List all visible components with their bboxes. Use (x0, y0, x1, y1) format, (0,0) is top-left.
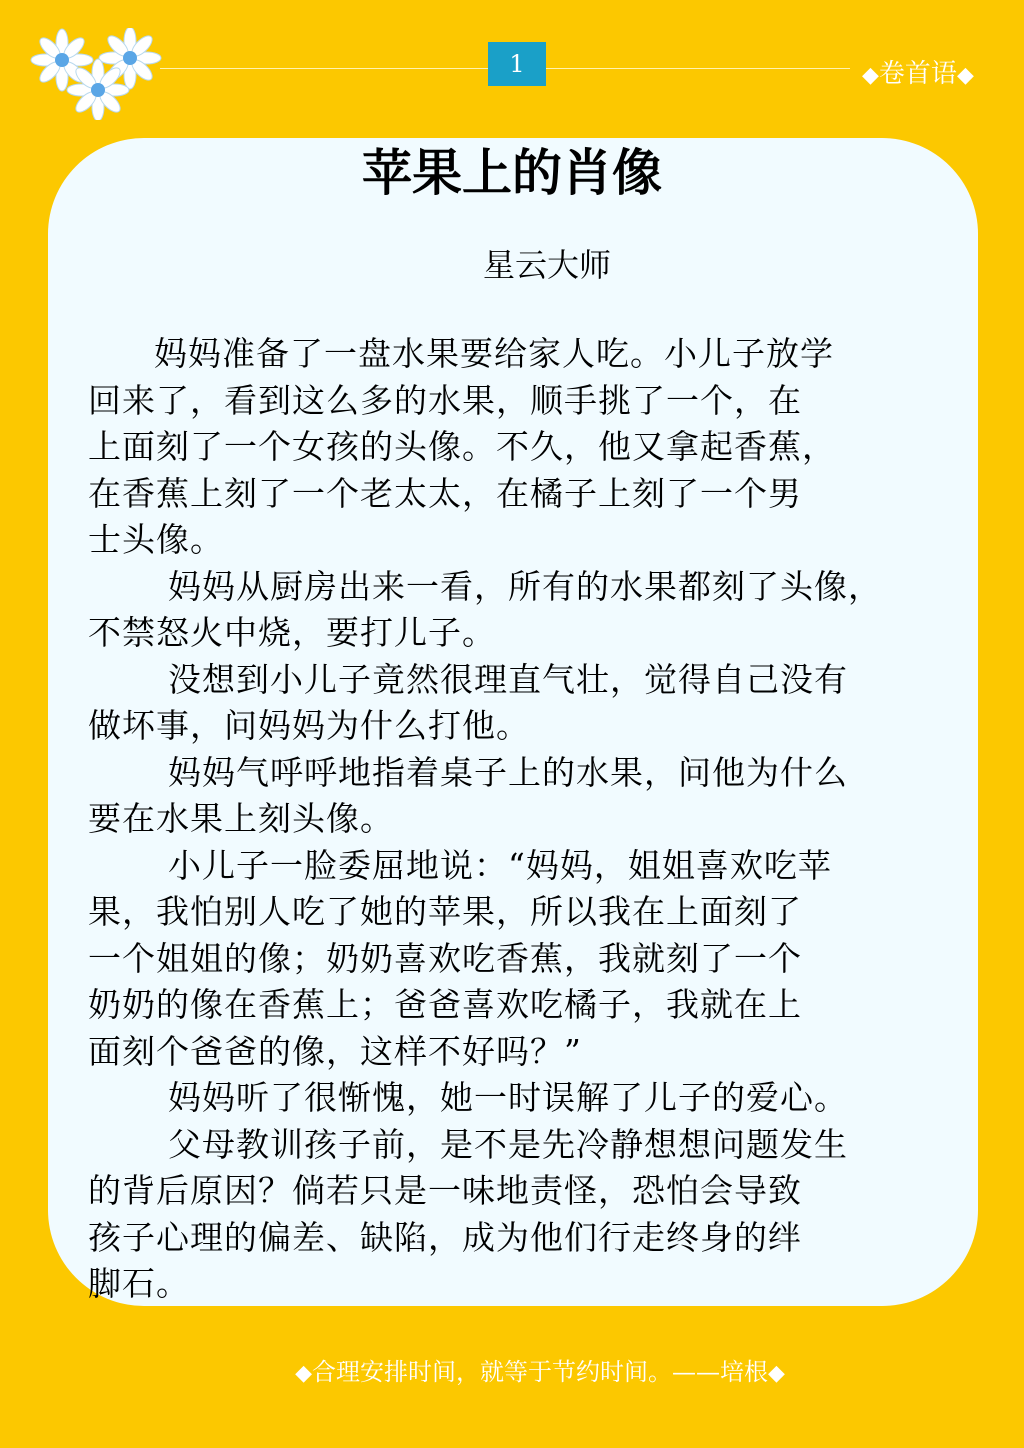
body-line: 妈妈准备了一盘水果要给家人吃。小儿子放学 (154, 334, 834, 373)
body-line: 小儿子一脸委屈地说：“妈妈，姐姐喜欢吃苹 (168, 845, 832, 885)
body-line: 孩子心理的偏差、缺陷，成为他们行走终身的绊 (88, 1217, 802, 1257)
article-title: 苹果上的肖像 (362, 144, 662, 202)
diamond-icon: ◆ (768, 1361, 785, 1386)
diamond-icon: ◆ (862, 63, 879, 88)
body-line: 的背后原因？倘若只是一味地责怪，恐怕会导致 (88, 1171, 802, 1210)
article-body (88, 331, 958, 1308)
body-line: 回来了，看到这么多的水果，顺手挑了一个，在 (88, 380, 802, 420)
body-line: 士头像。 (88, 520, 224, 559)
section-label-text: 卷首语 (878, 59, 957, 89)
body-line: 奶奶的像在香蕉上；爸爸喜欢吃橘子，我就在上 (88, 985, 802, 1024)
body-line: 妈妈气呼呼地指着桌子上的水果，问他为什么 (168, 752, 848, 792)
body-line: 没想到小儿子竟然很理直气壮，觉得自己没有 (168, 659, 848, 699)
page-number-badge: 1 (488, 42, 546, 86)
body-line: 一个姐姐的像；奶奶喜欢吃香蕉，我就刻了一个 (88, 938, 802, 978)
body-line: 脚石。 (88, 1264, 190, 1303)
body-line: 在香蕉上刻了一个老太太，在橘子上刻了一个男 (88, 473, 802, 513)
body-line: 要在水果上刻头像。 (88, 799, 394, 838)
body-line: 果，我怕别人吃了她的苹果，所以我在上面刻了 (88, 892, 802, 931)
daisy-flowers-icon (28, 28, 168, 120)
body-line: 做坏事，问妈妈为什么打他。 (88, 706, 530, 745)
diamond-icon: ◆ (295, 1361, 312, 1386)
body-line: 妈妈从厨房出来一看，所有的水果都刻了头像， (168, 566, 882, 606)
body-line: 父母教训孩子前，是不是先冷静想想问题发生 (168, 1124, 848, 1164)
body-line: 面刻个爸爸的像，这样不好吗？” (88, 1031, 582, 1071)
body-line: 不禁怒火中烧，要打儿子。 (88, 613, 496, 652)
diamond-icon: ◆ (956, 63, 974, 88)
footer-quote-text: 合理安排时间，就等于节约时间。——培根 (312, 1358, 768, 1386)
section-label (862, 54, 974, 94)
footer-quote (0, 1352, 1024, 1394)
article-author: 星云大师 (482, 246, 611, 284)
body-line: 上面刻了一个女孩的头像。不久，他又拿起香蕉， (88, 427, 836, 466)
body-line: 妈妈听了很惭愧，她一时误解了儿子的爱心。 (168, 1078, 848, 1117)
